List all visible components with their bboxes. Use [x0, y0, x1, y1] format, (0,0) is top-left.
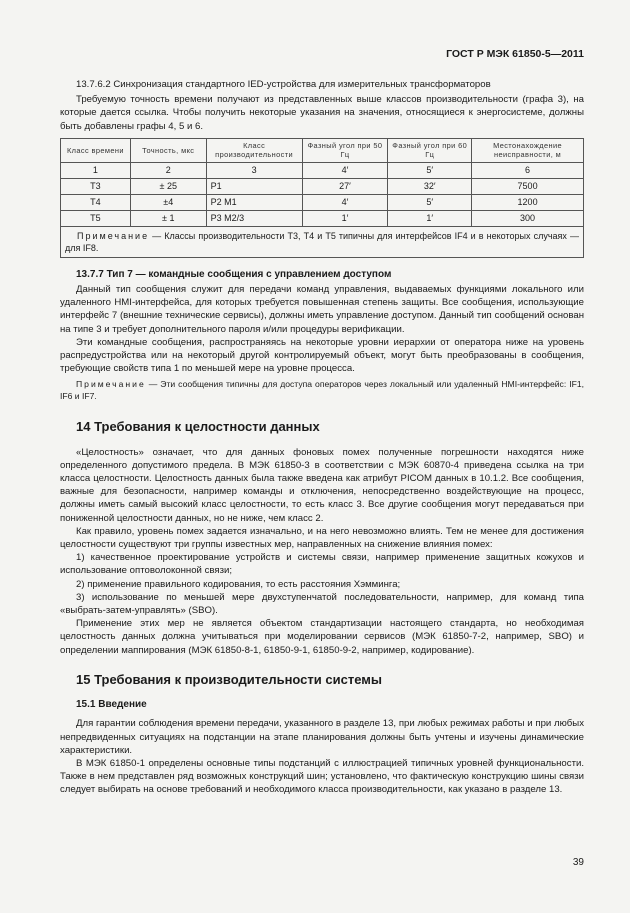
table-cell: 1′: [388, 210, 472, 226]
subsection-15-1-heading: 15.1 Введение: [76, 699, 147, 711]
table-column-number-row: [61, 162, 584, 178]
table-cell: 5′: [388, 194, 472, 210]
table-cell: 4′: [302, 194, 388, 210]
page-number: 39: [572, 857, 584, 868]
table-cell: 1′: [302, 210, 388, 226]
document-header: ГОСТ Р МЭК 61850-5—2011: [446, 48, 584, 60]
section-14-heading: 14 Требования к целостности данных: [76, 419, 320, 435]
table-header-cell: Фазный угол при 50 Гц: [302, 138, 388, 162]
paragraph: Применение этих мер не является объектом стандартизации настоящего стандарта, но необходимая целостность данных должна учитываться при моделировании сервисов (МЭК 61850-7-2, например, SBO) и определении маппирования (МЭК 61850-8-1, 61850-9-1, 61850-9-2, например, кодирование).: [60, 618, 584, 656]
paragraph: Как правило, уровень помех задается изначально, и на него невозможно влиять. Тем не менее для достижения целостности существуют три группы известных мер, направленных на снижение влияния помех:: [60, 525, 584, 551]
section-15-heading: 15 Требования к производительности системы: [76, 671, 382, 687]
table-cell: 4′: [302, 162, 388, 178]
paragraph: Для гарантии соблюдения времени передачи, указанного в разделе 13, при любых режимах работы и при любых непредвиденных ситуациях на подстанции на этапе планирования должны быть учтены и изучены динамические характеристики.: [60, 718, 584, 756]
table-cell: 5′: [388, 162, 472, 178]
page-content: [60, 78, 584, 797]
table-header-cell: Класс производительности: [206, 138, 302, 162]
paragraph: Требуемую точность времени получают из представленных выше классов производительности (графа 3), на которые дается ссылка. Чтобы получить некоторые указания на значения, относящиеся к энергосистеме, должны быть добавлены графы 4, 5 и 6.: [60, 94, 584, 132]
note-text: — Классы производительности Т3, Т4 и Т5 типичны для интерфейсов IF4 и в некоторых случаях — для IF8.: [65, 230, 579, 253]
list-item: 2) применение правильного кодирования, то есть расстояния Хэмминга;: [76, 578, 401, 590]
subsection-13-7-6-2-heading: 13.7.6.2 Синхронизация стандартного IED-устройства для измерительных трансформаторов: [76, 79, 491, 90]
table-row: [61, 210, 584, 226]
table-cell: 300: [472, 210, 584, 226]
time-class-table: [60, 138, 584, 258]
table-cell: P2 M1: [206, 194, 302, 210]
note-label: Примечание: [76, 379, 146, 390]
table-cell: Т4: [61, 194, 131, 210]
table-cell: Т5: [61, 210, 131, 226]
table-header-cell: Класс времени: [61, 138, 131, 162]
table-note-row: [61, 226, 584, 257]
table-note-cell: [61, 226, 584, 257]
table-cell: ±4: [130, 194, 206, 210]
paragraph: Эти командные сообщения, распространяясь на некоторые уровни иерархии от оператора ниже на уровень распредустройства или на некоторый другой контролируемый объект, могут быть преобразованы в сообщения, требующие свойств типа 1 по меньшей мере на уровне процесса.: [60, 336, 584, 375]
table-row: [61, 194, 584, 210]
note-label: Примечание: [77, 230, 150, 241]
list-item: 1) качественное проектирование устройств и системы связи, например применение защитных кожухов и использование оптоволоконной связи;: [60, 552, 584, 577]
list-item: 3) использование по меньшей мере двухступенчатой последовательности, например, для команд типа «выбрать-затем-управлять» (SBO).: [60, 591, 584, 617]
table-cell: 32′: [388, 178, 472, 194]
table-cell: ± 1: [130, 210, 206, 226]
table-cell: 7500: [472, 178, 584, 194]
table-header-cell: Местонахождение неисправности, м: [472, 138, 584, 162]
paragraph: В МЭК 61850-1 определены основные типы подстанций с иллюстрацией типичных уровней функциональности. Также в нем представлен ряд возможных конструкций шин; установлено, что фактическую конструкцию шины связи следует выбирать на основе требований и необходимого класса производительности, как указано в разделе 13.: [60, 757, 584, 796]
table-header-row: [61, 138, 584, 162]
table-cell: Т3: [61, 178, 131, 194]
table-cell: 27′: [302, 178, 388, 194]
table-header-cell: Фазный угол при 60 Гц: [388, 138, 472, 162]
table-cell: 2: [130, 162, 206, 178]
table-cell: 6: [472, 162, 584, 178]
note-paragraph: [60, 378, 584, 402]
table-header-cell: Точность, мкс: [130, 138, 206, 162]
paragraph: «Целостность» означает, что для данных фоновых помех полученные погрешности находятся ниже определенного допустимого предела. В МЭК 61850-3 в соответствии с МЭК 60870-4 приведена ссылка на три класса целостности. Целостность данных была также введена как атрибут PICOM данных в 10.1.2. Все сообщения, важные для безопасности, например команды и отключения, непосредственно воздействующие на процесс, должны иметь самый высокий класс целостности, то есть класс 3. Все другие сообщения могут передаваться при пониженной целостности данных, но не ниже, чем класс 2.: [60, 446, 584, 524]
table-row: [61, 178, 584, 194]
table-cell: P3 M2/3: [206, 210, 302, 226]
table-cell: P1: [206, 178, 302, 194]
paragraph: Данный тип сообщения служит для передачи команд управления, выдаваемых функциями локального или удаленного HMI-интерфейса, для которых требуется повышенная степень защиты. Все сообщения, использующие интерфейс 7 (внешние технические сервисы), должны иметь управление доступом. Данный тип сообщений основан на типе 3 и требует дополнительного пароля и/или процедуры верификации.: [60, 284, 584, 335]
note-text: — Эти сообщения типичны для доступа операторов через локальный или удаленный HMI-интерфейс: IF1, IF6 и IF7.: [60, 379, 584, 402]
table-cell: 3: [206, 162, 302, 178]
table-cell: ± 25: [130, 178, 206, 194]
subsection-13-7-7-heading: 13.7.7 Тип 7 — командные сообщения с управлением доступом: [76, 268, 392, 280]
table-cell: 1200: [472, 194, 584, 210]
table-cell: 1: [61, 162, 131, 178]
